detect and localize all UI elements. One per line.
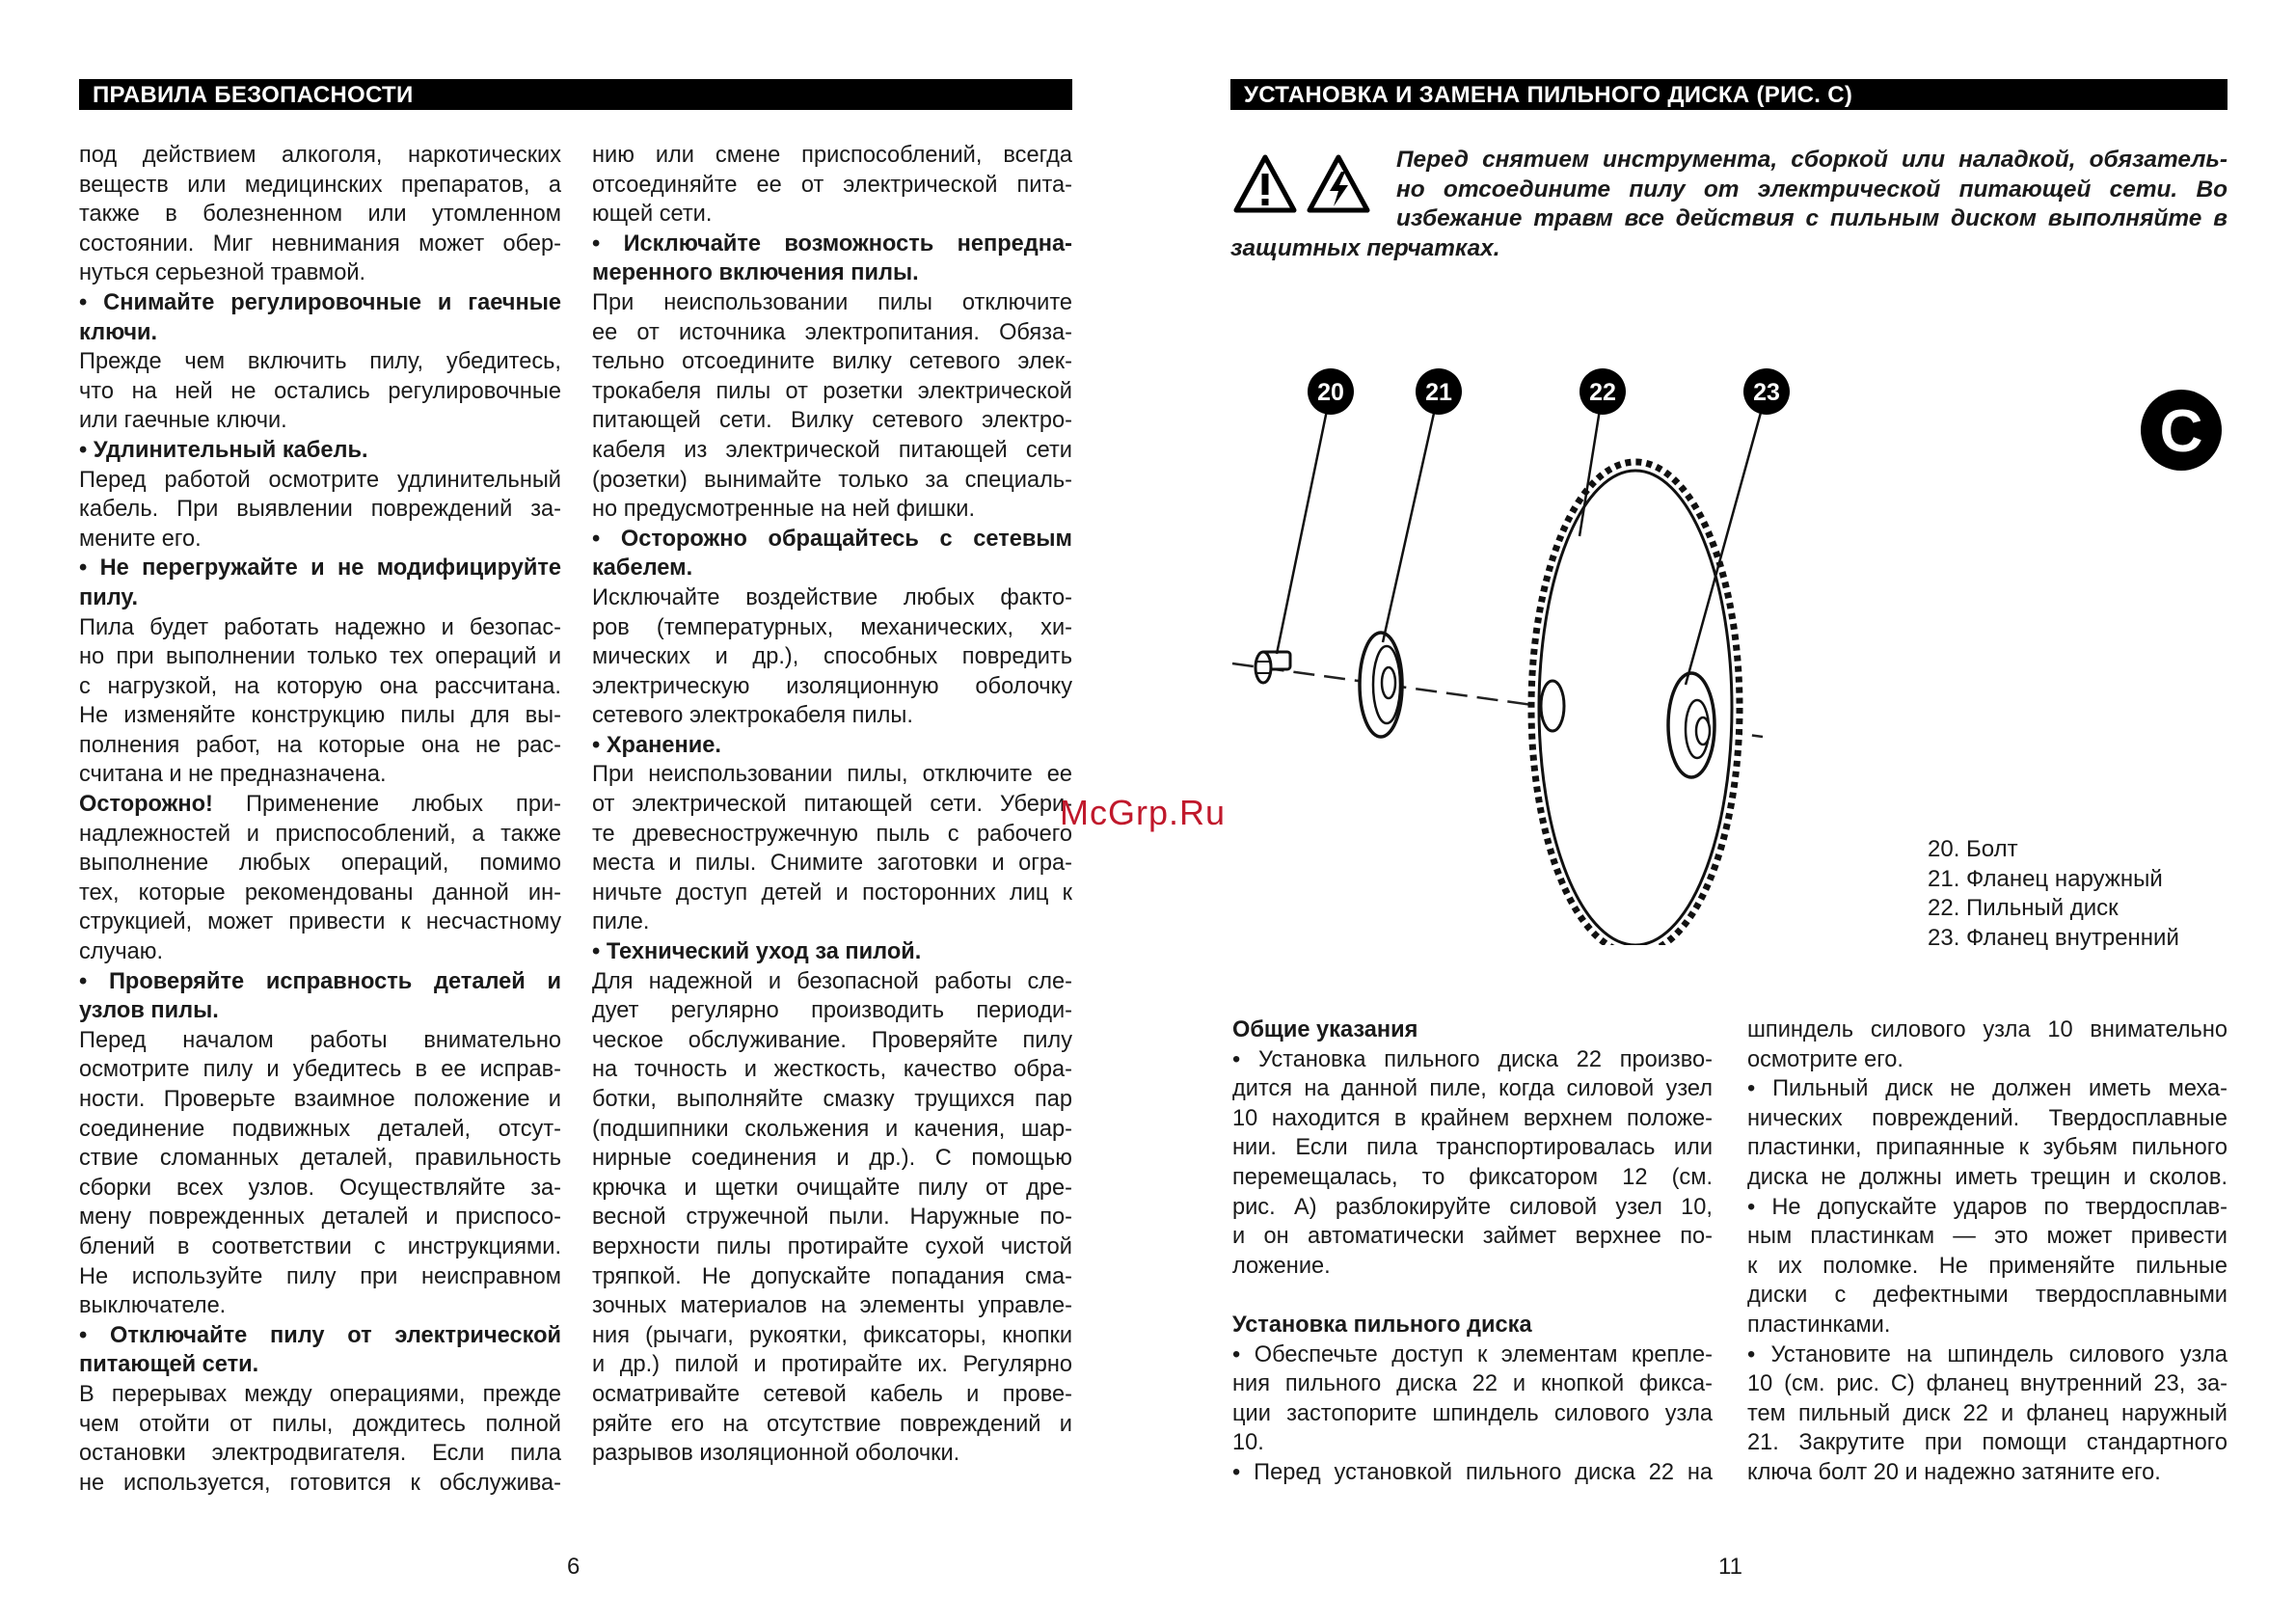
warning-line: но отсоедините пилу от электрической питающей сети. Во — [1396, 176, 2228, 203]
bullet-heading: • Проверяйте исправность деталей и — [79, 968, 561, 994]
text-line: ряйте его на отсутствие повреждений и — [592, 1411, 1072, 1437]
left-column-2 — [592, 141, 1072, 1469]
text-line: но при выполнении только тех операций и — [79, 644, 561, 670]
text-line: ее от источника электропитания. Обяза- — [592, 319, 1072, 345]
bullet-heading: • Осторожно обращайтесь с сетевым — [592, 526, 1072, 552]
text-line: Не изменяйте конструкцию пилы для вы- — [79, 703, 561, 729]
caution-label: Осторожно! — [79, 792, 213, 818]
figure-label: C — [2159, 398, 2203, 465]
figure-label-badge — [2141, 390, 2222, 471]
text-line: • Перед установкой пильного диска 22 на — [1232, 1459, 1713, 1485]
text-line: нуться серьезной травмой. — [79, 260, 366, 286]
text-line: питающей сети. Вилку сетевого электро- — [592, 408, 1072, 434]
legend-item: 20. Болт — [1928, 836, 2018, 862]
text-line: ботки, выполняйте смазку трущихся пар — [592, 1087, 1072, 1112]
callout-20-label: 20 — [1317, 379, 1344, 406]
text-line: ным пластинкам — это может привести — [1747, 1224, 2228, 1250]
section-heading: Общие указания — [1232, 1017, 1418, 1042]
caution-line — [79, 790, 561, 820]
callout-20 — [1308, 368, 1354, 415]
text-line: В перерывах между операциями, прежде — [79, 1381, 561, 1407]
text-line: Перед началом работы внимательно — [79, 1027, 561, 1053]
text-line: 21. Закрутите при помощи стандартного — [1747, 1430, 2228, 1456]
text-line: разрывов изоляционной оболочки. — [592, 1441, 960, 1467]
text-line: При неиспользовании пилы отключите — [592, 289, 1072, 315]
text-line: (розетки) вынимайте только за специаль- — [592, 467, 1072, 493]
text-line: на точность и жесткость, качество обра- — [592, 1057, 1072, 1083]
text-line: ключа болт 20 и надежно затяните его. — [1747, 1459, 2161, 1485]
text-line: • Не допускайте ударов по твердосплав- — [1747, 1194, 2228, 1220]
text-line: 10. — [1232, 1430, 1264, 1456]
text-line: электрическую изоляционную оболочку — [592, 673, 1072, 699]
legend-item: 23. Фланец внутренний — [1928, 924, 2179, 951]
text-line: Перед работой осмотрите удлинительный — [79, 467, 561, 493]
bullet-heading: узлов пилы. — [79, 998, 219, 1024]
text-line: к их поломке. Не применяйте пильные — [1747, 1253, 2228, 1279]
text-line: те древесностружечную пыль с рабочего — [592, 821, 1072, 847]
text-line: трокабеля пилы от розетки электрической — [592, 378, 1072, 404]
text-line: Не используйте пилу при неисправном — [79, 1263, 561, 1289]
text-line: ствие сломанных деталей, правильность — [79, 1146, 561, 1172]
outer-flange-part — [1360, 633, 1402, 737]
text-line: блений в соответствии с инструкциями. — [79, 1233, 561, 1259]
figure-legend — [1928, 835, 2179, 953]
text-line: • Установите на шпиндель силового узла — [1747, 1341, 2228, 1367]
text-line: нии. Если пила транспортировалась или — [1232, 1135, 1713, 1161]
bullet-heading: • Технический уход за пилой. — [592, 939, 922, 965]
text-line: сетевого электрокабеля пилы. — [592, 703, 913, 729]
right-column-2 — [1747, 1015, 2228, 1488]
text-line: и он автоматически займет верхнее по- — [1232, 1224, 1713, 1250]
text-line: под действием алкоголя, наркотических — [79, 143, 561, 168]
text-line: шпиндель силового узла 10 внимательно — [1747, 1017, 2228, 1042]
watermark: McGrp.Ru — [1060, 793, 1227, 832]
bolt-part — [1256, 652, 1290, 683]
bullet-heading: • Удлинительный кабель. — [79, 437, 368, 463]
callout-23-label: 23 — [1753, 379, 1780, 406]
text-line: мените его. — [79, 526, 202, 552]
text-line: • Установка пильного диска 22 произво- — [1232, 1046, 1713, 1072]
right-page-number: 11 — [1718, 1554, 1742, 1580]
warning-line: защитных перчатках. — [1230, 234, 1500, 261]
text-line: места и пилы. Снимите заготовки и огра- — [592, 851, 1072, 877]
callout-23 — [1743, 368, 1790, 415]
text-line: ния пильного диска 22 и кнопкой фикса- — [1232, 1371, 1713, 1397]
text-line: осмотрите пилу и убедитесь в ее исправ- — [79, 1057, 561, 1083]
text-line: струкцией, может привести к несчастному — [79, 909, 561, 935]
leader-line-20 — [1277, 392, 1331, 654]
text-line: 10 (см. рис. С) фланец внутренний 23, за- — [1747, 1371, 2228, 1397]
inner-flange-part — [1668, 673, 1714, 777]
warning-line: Перед снятием инструмента, сборкой или наладкой, обязатель- — [1396, 147, 2228, 173]
text-line: ничьте доступ детей и посторонних лиц к — [592, 880, 1072, 906]
text-line: ности. Проверьте взаимное положение и — [79, 1087, 561, 1112]
callout-21 — [1416, 368, 1462, 415]
legend-item: 21. Фланец наружный — [1928, 865, 2163, 892]
text-line: ров (температурных, механических, хи- — [592, 614, 1072, 640]
text-line: дится на данной пиле, когда силовой узел — [1232, 1076, 1713, 1102]
legend-item: 22. Пильный диск — [1928, 895, 2119, 922]
section-heading: Установка пильного диска — [1232, 1312, 1532, 1338]
text-line: от электрической питающей сети. Убери- — [592, 792, 1072, 818]
text-line: ложение. — [1232, 1253, 1331, 1279]
text-line: (подшипники скольжения и качения, шар- — [592, 1116, 1072, 1142]
bullet-heading: пилу. — [79, 584, 139, 610]
text-line: тех, которые рекомендованы данной ин- — [79, 880, 561, 906]
text-line: что на ней не остались регулировочные — [79, 378, 561, 404]
right-column-1 — [1232, 1015, 1713, 1488]
text-line: полнения работ, на которые она не рас- — [79, 732, 561, 758]
bullet-heading: • Хранение. — [592, 732, 721, 758]
text-line: также в болезненном или утомленном — [79, 202, 561, 228]
bullet-heading: ключи. — [79, 319, 158, 345]
left-section-header: ПРАВИЛА БЕЗОПАСНОСТИ — [79, 79, 1072, 110]
text-line: крючка и щетки очищайте пилу от дре- — [592, 1175, 1072, 1201]
bullet-heading: питающей сети. — [79, 1352, 259, 1378]
text-line: с нагрузкой, на которую она рассчитана. — [79, 673, 561, 699]
bullet-heading: меренного включения пилы. — [592, 260, 919, 286]
text-line: не используется, готовится к обслужива- — [79, 1470, 561, 1496]
text-line: рис. А) разблокируйте силовой узел 10, — [1232, 1194, 1713, 1220]
text-line: нических повреждений. Твердосплавные — [1747, 1105, 2228, 1131]
callout-22-label: 22 — [1589, 379, 1616, 406]
text-line: но предусмотренные на ней фишки. — [592, 497, 976, 523]
text-line: сборки всех узлов. Осуществляйте за- — [79, 1175, 561, 1201]
text-line: считана и не предназначена. — [79, 762, 387, 788]
caution-text: Применение любых при- — [212, 792, 561, 818]
bullet-heading: • Не перегружайте и не модифицируйте — [79, 555, 561, 582]
bullet-heading: • Исключайте возможность непредна- — [592, 230, 1072, 257]
text-line: и др.) пилой и протирайте их. Регулярно — [592, 1352, 1072, 1378]
text-line: ческое обслуживание. Проверяйте пилу — [592, 1027, 1072, 1053]
text-line: остановки электродвигателя. Если пила — [79, 1441, 561, 1467]
text-line: пиле. — [592, 909, 650, 935]
text-line: диска не должны иметь трещин и сколов. — [1747, 1164, 2228, 1190]
text-line: перемещалась, то фиксатором 12 (см. — [1232, 1164, 1713, 1190]
text-line: Прежде чем включить пилу, убедитесь, — [79, 349, 561, 375]
text-line: Пила будет работать надежно и безопас- — [79, 614, 561, 640]
callout-21-label: 21 — [1425, 379, 1452, 406]
text-line: ющей сети. — [592, 202, 713, 228]
text-line: нию или смене приспособлений, всегда — [592, 143, 1072, 168]
right-section-header: УСТАНОВКА И ЗАМЕНА ПИЛЬНОГО ДИСКА (РИС. С) — [1230, 79, 2228, 110]
text-line: верхности пилы протирайте сухой чистой — [592, 1233, 1072, 1259]
text-line: кабеля из электрической питающей сети — [592, 437, 1072, 463]
spacer-line — [1232, 1281, 1713, 1311]
text-line: тельно отсоедините вилку сетевого элек- — [592, 349, 1072, 375]
text-line: тряпкой. Не допускайте попадания сма- — [592, 1263, 1072, 1289]
text-line: мену поврежденных деталей и приспосо- — [79, 1204, 561, 1231]
left-page-number: 6 — [567, 1554, 580, 1580]
text-line: пластинки, припаянные к зубьям пильного — [1747, 1135, 2228, 1161]
text-line: осмотрите его. — [1747, 1046, 1904, 1072]
bullet-heading: • Отключайте пилу от электрической — [79, 1322, 561, 1348]
text-line: кабель. При выявлении повреждений за- — [79, 497, 561, 523]
callout-22 — [1580, 368, 1626, 415]
text-line: или гаечные ключи. — [79, 408, 287, 434]
text-line: отсоединяйте ее от электрической пита- — [592, 172, 1072, 198]
text-line: выключателе. — [79, 1293, 227, 1319]
text-line: случаю. — [79, 939, 164, 965]
text-line: тем пильный диск 22 и фланец наружный — [1747, 1400, 2228, 1426]
text-line: Для надежной и безопасной работы сле- — [592, 968, 1072, 994]
text-line: 10 находится в крайнем верхнем положе- — [1232, 1105, 1713, 1131]
text-line: зочных материалов на элементы управле- — [592, 1293, 1072, 1319]
text-line: диски с дефектными твердосплавными — [1747, 1283, 2228, 1309]
bullet-heading: кабелем. — [592, 555, 693, 582]
text-line: чем отойти от пилы, дождитесь полной — [79, 1411, 561, 1437]
text-line: пластинками. — [1747, 1312, 1891, 1338]
text-line: дует регулярно производить периоди- — [592, 998, 1072, 1024]
text-line: соединение подвижных деталей, отсут- — [79, 1116, 561, 1142]
text-line: мических и др.), способных повредить — [592, 644, 1072, 670]
leader-line-21 — [1383, 392, 1439, 642]
text-line: При неиспользовании пилы, отключите ее — [592, 762, 1072, 788]
left-column-1 — [79, 141, 561, 1498]
text-line: нирные соединения и др.). С помощью — [592, 1146, 1072, 1172]
text-line: состоянии. Миг невнимания может обер- — [79, 230, 561, 257]
text-line: • Пильный диск не должен иметь меха- — [1747, 1076, 2228, 1102]
warning-text — [1230, 146, 2228, 263]
text-line: Исключайте воздействие любых факто- — [592, 584, 1072, 610]
text-line: • Обеспечьте доступ к элементам крепле- — [1232, 1341, 1713, 1367]
text-line: ния (рычаги, рукоятки, фиксаторы, кнопки — [592, 1322, 1072, 1348]
text-line: осматривайте сетевой кабель и прове- — [592, 1381, 1072, 1407]
text-line: веществ или медицинских препаратов, а — [79, 172, 561, 198]
warning-line: избежание травм все действия с пильным диском выполняйте в — [1396, 205, 2228, 232]
text-line: ции застопорите шпиндель силового узла — [1232, 1400, 1713, 1426]
text-line: весной стружечной пыли. Наружные по- — [592, 1204, 1072, 1231]
text-line: выполнение любых операций, помимо — [79, 851, 561, 877]
text-line: надлежностей и приспособлений, а также — [79, 821, 561, 847]
bullet-heading: • Снимайте регулировочные и гаечные — [79, 289, 561, 315]
